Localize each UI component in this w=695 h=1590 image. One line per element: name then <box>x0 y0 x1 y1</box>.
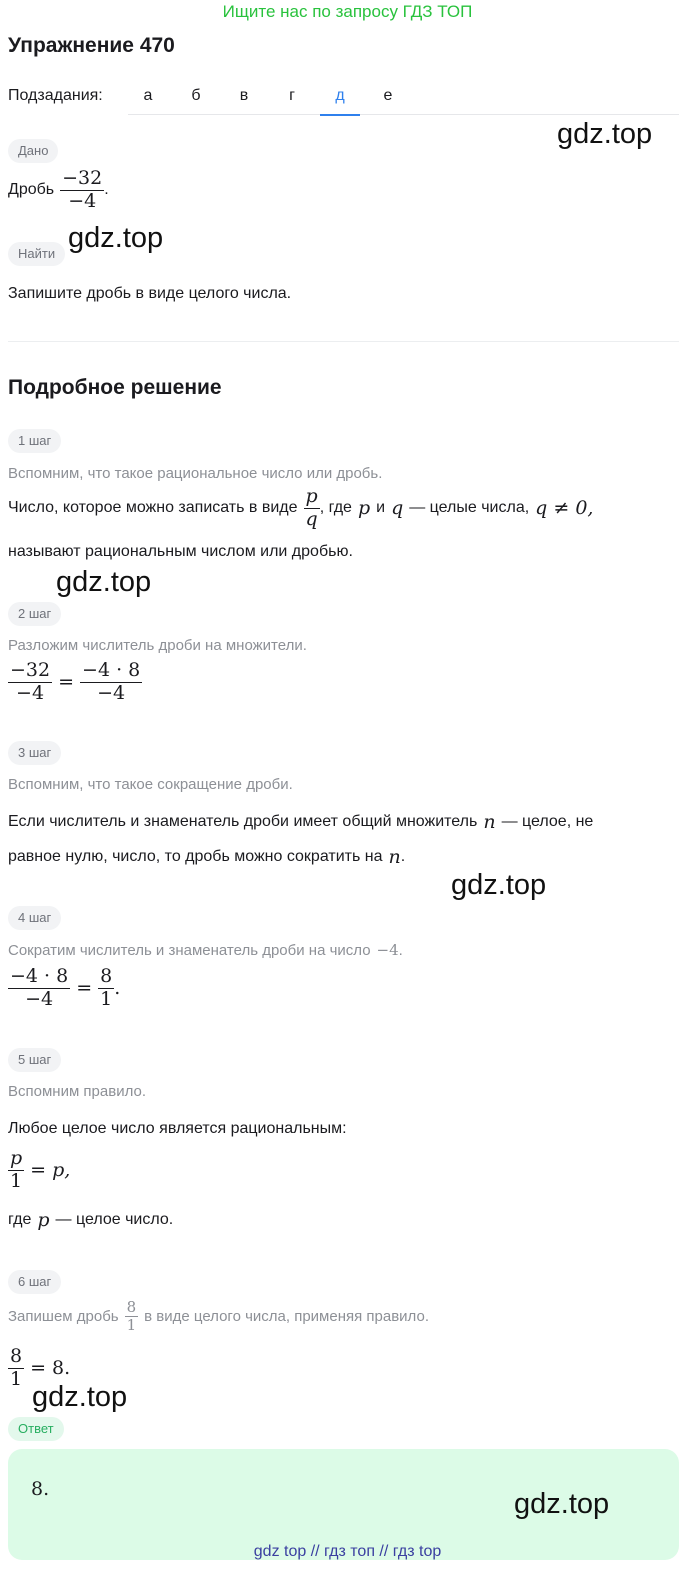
step-5-frac-num: p <box>10 1147 23 1169</box>
step-2-lhs-den: −4 <box>16 681 45 704</box>
step-2-lhs-fraction <box>8 660 52 705</box>
given-statement <box>8 168 109 213</box>
step-5-rhs: = p, <box>30 1159 71 1182</box>
step-4-hint-value: −4 <box>376 941 399 959</box>
step-5-var-p: p <box>37 1209 50 1231</box>
step-2-pill: 2 шаг <box>8 602 61 626</box>
step-1-condition: q ≠ 0, <box>535 497 594 520</box>
step-1-line-1 <box>8 486 593 531</box>
answer-value: 8. <box>31 1478 50 1500</box>
step-4-period: . <box>114 977 121 1000</box>
given-numerator: −32 <box>62 167 103 189</box>
step-6-frac-den: 1 <box>10 1367 23 1390</box>
step-5-frac-den: 1 <box>10 1169 23 1192</box>
step-1-frac-num: p <box>305 485 318 507</box>
step-3-text-a: Если числитель и знаменатель дроби имеет общий множитель <box>8 813 478 830</box>
step-3-var-n: n <box>483 811 496 833</box>
given-pill: Дано <box>8 139 58 163</box>
step-5-hint: Вспомним правило. <box>8 1083 147 1100</box>
step-3-period: . <box>400 848 406 865</box>
subtasks-label: Подзадания: <box>8 87 103 104</box>
step-4-pill: 4 шаг <box>8 906 61 930</box>
find-text: Запишите дробь в виде целого числа. <box>8 285 292 302</box>
step-2-rhs-den: −4 <box>97 681 126 704</box>
step-6-hint <box>8 1299 429 1335</box>
step-3-text-c: равное нулю, число, то дробь можно сократить на <box>8 848 383 865</box>
watermark: gdz.top <box>32 1381 128 1413</box>
watermark: gdz.top <box>68 222 164 254</box>
step-5-text-a: где <box>8 1211 32 1228</box>
step-1-fraction <box>304 486 320 531</box>
step-3-text-b: — целое, не <box>501 813 594 830</box>
find-pill: Найти <box>8 242 65 266</box>
step-3-line-1 <box>8 810 593 834</box>
step-5-pill: 5 шаг <box>8 1048 61 1072</box>
step-4-lhs-den: −4 <box>25 987 54 1010</box>
step-6-frac-num: 8 <box>10 1345 23 1367</box>
section-divider <box>8 341 679 342</box>
step-6-pill: 6 шаг <box>8 1270 61 1294</box>
watermark: gdz.top <box>451 869 547 901</box>
step-4-rhs-num: 8 <box>100 965 113 987</box>
step-4-hint-a: Сократим числитель и знаменатель дроби на число <box>8 941 371 959</box>
step-6-hint-fraction <box>125 1299 139 1335</box>
step-6-fraction <box>8 1346 24 1391</box>
step-1-and: и <box>376 499 386 517</box>
step-3-pill: 3 шаг <box>8 741 61 765</box>
watermark: gdz.top <box>557 118 653 150</box>
step-2-rhs-fraction <box>80 660 142 705</box>
step-5-text-b: — целое число. <box>55 1211 174 1228</box>
tab-d-active[interactable]: д <box>320 87 360 116</box>
step-3-var-n-2: n <box>388 846 401 868</box>
step-2-hint: Разложим числитель дроби на множители. <box>8 637 307 654</box>
step-6-hint-b: в виде целого числа, применяя правило. <box>144 1308 429 1326</box>
step-3-hint: Вспомним, что такое сокращение дроби. <box>8 776 293 793</box>
tab-b[interactable]: б <box>191 87 201 104</box>
step-4-equation <box>8 966 120 1011</box>
watermark: gdz.top <box>514 1488 610 1520</box>
step-6-hint-den: 1 <box>126 1316 137 1335</box>
step-6-hint-a: Запишем дробь <box>8 1308 119 1326</box>
step-5-line-1: Любое целое число является рациональным: <box>8 1120 347 1137</box>
step-1-text-a: Число, которое можно записать в виде <box>8 499 298 517</box>
step-6-rhs: = 8. <box>30 1357 71 1380</box>
solution-title: Подробное решение <box>8 376 222 399</box>
step-1-text-c: — целые числа, <box>409 499 530 517</box>
step-1-frac-den: q <box>305 507 318 530</box>
step-4-lhs-num: −4 · 8 <box>10 965 69 987</box>
tabs-divider <box>128 114 679 115</box>
tab-g[interactable]: г <box>289 87 295 104</box>
step-4-equals: = <box>76 977 93 1000</box>
step-2-lhs-num: −32 <box>10 659 51 681</box>
step-4-hint-period: . <box>398 941 403 959</box>
step-1-text-b: , где <box>319 499 352 517</box>
step-4-rhs-fraction <box>98 966 114 1011</box>
step-4-rhs-den: 1 <box>100 987 113 1010</box>
top-banner-link[interactable]: Ищите нас по запросу ГДЗ ТОП <box>222 2 473 21</box>
step-2-equation <box>8 660 142 705</box>
tab-v[interactable]: в <box>239 87 249 104</box>
step-5-fraction <box>8 1148 24 1193</box>
step-1-var-p: p <box>357 497 371 520</box>
given-prefix: Дробь <box>8 181 55 199</box>
step-6-hint-num: 8 <box>126 1298 137 1316</box>
given-period: . <box>104 181 109 199</box>
tab-e[interactable]: е <box>383 87 393 104</box>
tab-a[interactable]: а <box>143 87 153 104</box>
step-1-hint: Вспомним, что такое рациональное число или дробь. <box>8 465 383 482</box>
watermark: gdz.top <box>56 566 152 598</box>
step-5-equation <box>8 1148 70 1193</box>
footer-links[interactable]: gdz top // гдз топ // гдз top <box>253 1543 442 1560</box>
step-1-var-q: q <box>391 497 404 520</box>
step-5-line-2 <box>8 1208 173 1232</box>
step-3-line-2 <box>8 845 405 869</box>
step-2-equals: = <box>58 671 75 694</box>
step-4-lhs-fraction <box>8 966 70 1011</box>
step-4-hint <box>8 941 403 959</box>
page-title: Упражнение 470 <box>8 34 175 57</box>
step-1-pill: 1 шаг <box>8 429 61 453</box>
step-1-line-2: называют рациональным числом или дробью. <box>8 543 353 560</box>
given-denominator: −4 <box>68 189 97 212</box>
answer-pill: Ответ <box>8 1417 64 1441</box>
given-fraction <box>60 168 104 213</box>
step-2-rhs-num: −4 · 8 <box>82 659 141 681</box>
